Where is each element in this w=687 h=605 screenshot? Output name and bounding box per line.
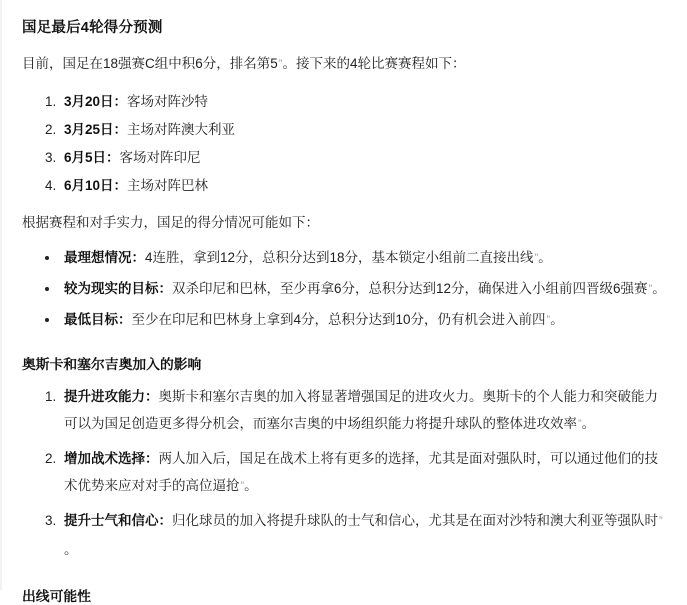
goal-tail: 。 [538,250,552,265]
match-text: 客场对阵沙特 [127,94,209,109]
list-item [60,244,669,273]
goal-label: 最理想情况： [64,250,145,265]
goal-tail: 。 [550,312,564,327]
list-item [60,116,669,144]
match-date: 3月25日： [64,122,128,137]
intro-text-part1: 目前，国足在18强赛C组中积6分，排名第5 [22,56,278,71]
effect-text: 奥斯卡和塞尔吉奥的加入将显著增强国足的进攻火力。奥斯卡的个人能力和突破能力可以为国足创造更多得分机会，而塞尔吉奥的中场组织能力将提升球队的整体进攻效率 [64,389,658,431]
citation-marker[interactable]: ” [659,515,662,527]
match-text: 客场对阵印尼 [119,150,201,165]
effect-tail: 。 [244,478,258,493]
effect-tail: 。 [64,542,78,557]
citation-marker[interactable]: ” [648,283,652,295]
match-text: 主场对阵巴林 [127,178,209,193]
effect-text: 两人加入后，国足在战术上将有更多的选择，尤其是面对强队时，可以通过他们的技术优势来应对对手的高位逼抢 [64,451,658,493]
match-text: 主场对阵澳大利亚 [127,122,236,137]
effect-tail: 。 [581,416,596,431]
section-title-qualification: 出线可能性 [22,589,91,604]
goal-tail: 。 [652,281,666,296]
goal-text: 至少在印尼和巴林身上拿到4分，总积分达到10分，仍有机会进入前四 [131,312,546,327]
goal-text: 4连胜，拿到12分，总积分达到18分，基本锁定小组前二直接出线 [145,250,534,265]
list-item [60,383,669,439]
left-edge-divider [0,0,2,590]
effect-label: 提升进攻能力： [64,389,159,404]
list-item [60,144,669,172]
schedule-list [22,88,669,200]
citation-marker[interactable]: ” [278,58,282,70]
list-item [60,507,669,563]
match-date: 6月5日： [64,150,120,165]
list-item [60,88,669,116]
effect-text: 归化球员的加入将提升球队的士气和信心，尤其是在面对沙特和澳大利亚等强队时 [172,513,658,528]
goal-label: 最低目标： [64,312,132,327]
page-title: 国足最后4轮得分预测 [22,20,163,36]
match-date: 3月20日： [64,94,128,109]
effect-label: 增加战术选择： [64,451,159,466]
goals-list [22,244,669,335]
citation-marker[interactable]: ” [240,480,244,492]
section-title-impact: 奥斯卡和塞尔吉奥加入的影响 [22,357,202,372]
list-item [60,445,669,501]
list-item [60,306,669,335]
list-item [60,172,669,200]
goal-text: 双杀印尼和巴林，至少再拿6分，总积分达到12分，确保进入小组前四晋级6强赛 [172,281,648,296]
intro-text-part2: 。接下来的4轮比赛赛程如下： [282,56,466,71]
citation-marker[interactable]: ” [578,418,581,430]
intro-paragraph [22,51,669,78]
match-date: 6月10日： [64,178,128,193]
citation-marker[interactable]: ” [534,252,538,264]
citation-marker[interactable]: ” [546,314,550,326]
list-item [60,275,669,304]
analysis-lead-paragraph: 根据赛程和对手实力，国足的得分情况可能如下： [22,215,319,230]
goal-label: 较为现实的目标： [64,281,172,296]
effect-label: 提升士气和信心： [64,513,172,528]
effects-list [22,383,669,563]
